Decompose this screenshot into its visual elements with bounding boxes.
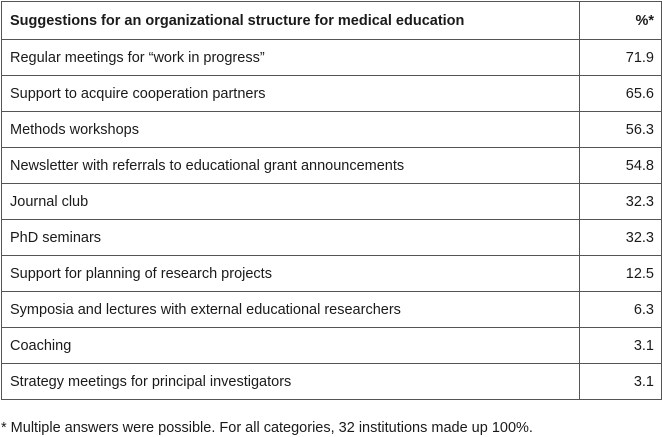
row-percent: 12.5 <box>580 256 662 292</box>
column-header-percent: %* <box>580 2 662 40</box>
table-row <box>2 256 662 292</box>
row-label: Support for planning of research projects <box>2 256 580 292</box>
row-label: Strategy meetings for principal investigators <box>2 364 580 400</box>
table-row <box>2 112 662 148</box>
column-header-suggestion: Suggestions for an organizational structure for medical education <box>2 2 580 40</box>
row-label: Newsletter with referrals to educational grant announcements <box>2 148 580 184</box>
row-percent: 56.3 <box>580 112 662 148</box>
row-label: Support to acquire cooperation partners <box>2 76 580 112</box>
table-row <box>2 220 662 256</box>
row-percent: 54.8 <box>580 148 662 184</box>
row-label: Symposia and lectures with external educational researchers <box>2 292 580 328</box>
row-percent: 6.3 <box>580 292 662 328</box>
row-label: Journal club <box>2 184 580 220</box>
row-percent: 65.6 <box>580 76 662 112</box>
table-header-row <box>2 2 662 40</box>
row-label: Coaching <box>2 328 580 364</box>
row-label: Methods workshops <box>2 112 580 148</box>
row-percent: 3.1 <box>580 328 662 364</box>
row-percent: 71.9 <box>580 40 662 76</box>
table-row <box>2 292 662 328</box>
table-row <box>2 148 662 184</box>
table-row <box>2 40 662 76</box>
row-percent: 32.3 <box>580 220 662 256</box>
row-label: Regular meetings for “work in progress” <box>2 40 580 76</box>
row-percent: 32.3 <box>580 184 662 220</box>
table-row <box>2 328 662 364</box>
table-row <box>2 184 662 220</box>
row-label: PhD seminars <box>2 220 580 256</box>
row-percent: 3.1 <box>580 364 662 400</box>
table-row <box>2 364 662 400</box>
table-row <box>2 76 662 112</box>
table-footnote: * Multiple answers were possible. For all categories, 32 institutions made up 100%. <box>1 420 533 436</box>
suggestions-table <box>1 1 662 400</box>
